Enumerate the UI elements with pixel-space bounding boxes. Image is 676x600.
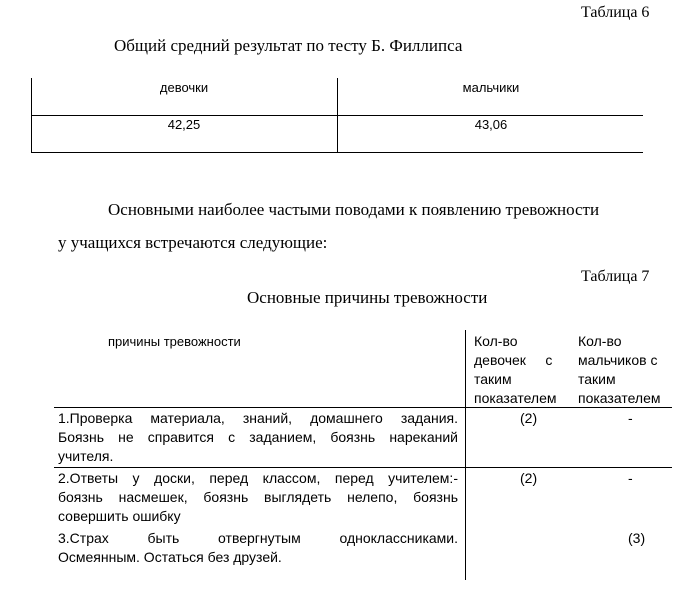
table-row: 1.Проверка материала, знаний, домашнего задания. Боязнь не справится с заданием, боязнь нареканий учителя. xyxy=(58,410,458,464)
table-7-title: Основные причины тревожности xyxy=(247,288,488,307)
table-6-label: Таблица 6 xyxy=(581,4,650,21)
table-6-value-girls: 42,25 xyxy=(167,117,201,132)
table-7-label: Таблица 7 xyxy=(581,268,650,285)
table-6-header-girls: девочки xyxy=(159,80,209,95)
paragraph-line-1: Основными наиболее частыми поводами к появлению тревожности xyxy=(108,200,600,219)
table-7-row-2-boys: - xyxy=(628,470,633,486)
paragraph-line-2: у учащихся встречаются следующие: xyxy=(58,233,328,252)
table-6-value-boys: 43,06 xyxy=(474,117,508,132)
table-7-header-cause: причины тревожности xyxy=(108,334,241,349)
table-row: 2.Ответы у доски, перед классом, перед учителем:- боязнь насмешек, боязнь выглядеть нелепо, боязнь совершить ошибку xyxy=(58,470,458,524)
table-6-header-boys: мальчики xyxy=(462,80,520,95)
table-7-header-girls: Кол-во девочек с таким показателем xyxy=(474,333,557,406)
table-row: 3.Страх быть отвергнутым одноклассниками. Осмеянным. Остаться без друзей. xyxy=(58,530,458,565)
table-7-row-2-girls: (2) xyxy=(520,470,538,486)
table-7-row-1-boys: - xyxy=(628,410,633,426)
table-7-row-1-girls: (2) xyxy=(520,410,538,426)
table-7-row-3-boys: (3) xyxy=(628,530,646,546)
table-7-header-boys: Кол-во мальчиков с таким показателем xyxy=(578,333,661,406)
table-6-title: Общий средний результат по тесту Б. Филлипса xyxy=(114,36,463,55)
